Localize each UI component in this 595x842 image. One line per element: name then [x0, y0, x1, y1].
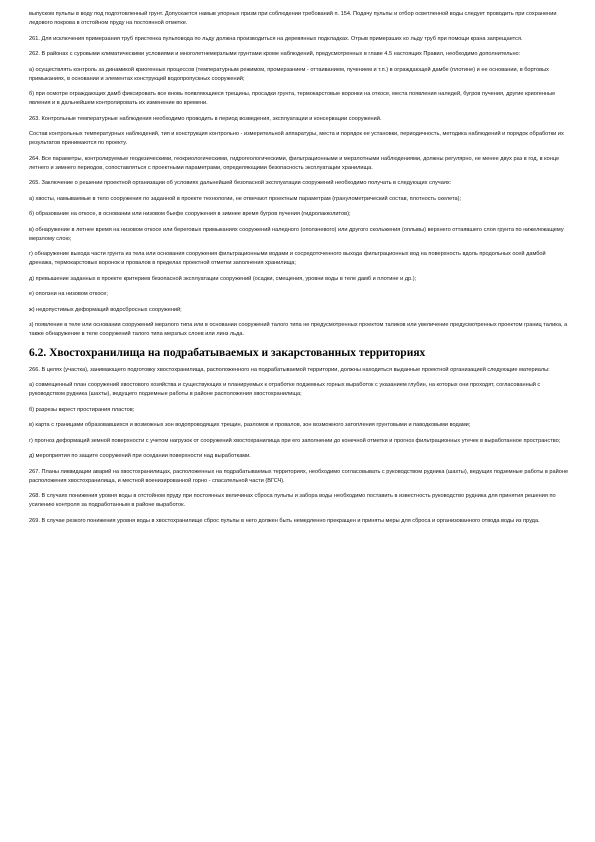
paragraph-264: 264. Все параметры, контролируемые геодезическими, геокриологическими, гидрогеологическими, фильтрационными и мерзлотными наблюдениями, должны регулярно, не менее двух раз в год, в конце летнего и зимнего периодов, сопоставляться с проектными параметрами, определяющими безопасность эксплуатации хранилища. [29, 155, 560, 171]
paragraph-267: 267. Планы ликвидации аварий на хвостохранилищах, расположенных на подрабатываемых территориях, необходимо согласовывать с руководством рудника (шахты), ведущих подземные работы в районе расположения хвостохранилища, и местной военизированной горно - спасательной части (ВГСЧ). [29, 468, 569, 484]
paragraph-265-d: д) превышение заданных в проекте критериев безопасной эксплуатации сооружений (осадки, смещения, уровни воды в теле дамб и плотине и др.); [29, 275, 417, 282]
paragraph-265-zh: ж) недопустимых деформаций водосбросных сооружений; [29, 306, 182, 313]
paragraph-265: 265. Заключение о решении проектной организации об условиях дальнейшей безопасной эксплуатации сооружений необходимо получать в следующих случаях: [29, 180, 452, 186]
paragraph-continuation: выпуском пульпы в воду под подготовленный грунт. Допускается намыв упорных призм при соблюдении требований п. 154. Подачу пульпы и отбор осветленной воды следует проводить при сохранении ледового покрова в отстойном пруду на постоянной отметке. [29, 11, 557, 26]
paragraph-263-composition: Состав контрольных температурных наблюдений, тип и конструкция контрольно - измерительной аппаратуры, места и порядок ее установки, периодичность, методика наблюдений и порядок обработки их результатов принимаются по проекту. [29, 131, 564, 146]
paragraph-265-b: б) образование на откосе, в основании или низовом бьефе сооружения в зимнее время бугров пучения (гидролакколитов); [29, 211, 351, 217]
section-heading: 6.2. Хвостохранилища на подрабатываемых и закарстованных территориях [29, 346, 426, 359]
paragraph-265-e: е) оползни на низовом откосе; [29, 291, 108, 297]
paragraph-266-v: в) карта с границами образовавшихся и возможных зон водопроводящих трещин, разломов и провалов, зон возможного затопления грунтовыми и паводковыми водами; [29, 422, 471, 428]
document-page [29, 10, 569, 532]
paragraph-262: 262. В районах с суровыми климатическими условиями и многолетнемерзлыми грунтами кроме наблюдений, предусмотренных в главе 4.5 настоящих Правил, необходимо дополнительно: [29, 51, 521, 57]
paragraph-262-a: а) осуществлять контроль за динамикой криогенных процессов (температурным режимом, промерзанием - оттаиванием, пучением и т.п.) в ограждающей дамбе (плотине) и ее основании, в бортовых примыканиях, в основании и элементах конструкций водопропускных сооружений; [29, 66, 549, 82]
paragraph-265-g: г) обнаружение выхода части грунта из тела или основания сооружения фильтрационными водами и сосредоточенного выхода фильтрационных вод на поверхность вдоль продольных осей дамбой дренажа, термокарстовых воронок и провалов в пределах проектной отметки заполнения хранилища; [29, 251, 546, 266]
paragraph-268: 268. В случаях понижения уровня воды в отстойном пруду при постоянных величинах сброса пульпы и забора воды необходимо поставить в известность руководство рудника для принятия решения по усилению контроля за подработанным в районе выработок. [29, 493, 556, 508]
paragraph-261: 261. Для исключения примерзания труб пристенка пульповода по льду должна производиться на деревянных подкладках. Отрыв примерзших ко льду труб при помощи крана запрещается. [29, 35, 523, 42]
paragraph-266: 266. В целях (участка), занимающего подготовку хвостохранилища, расположенного на подрабатываемой территории, должны находиться выданные проектной организацией следующие материалы: [29, 366, 550, 373]
paragraph-269: 269. В случае резкого понижения уровня воды в хвостохранилище сброс пульпы в него должен быть немедленно прекращен и приняты меры для сброса и организованного отвода воды из пруда. [29, 517, 540, 524]
paragraph-263: 263. Контрольные температурные наблюдения необходимо проводить в период возведения, эксплуатации и консервации сооружений. [29, 115, 382, 122]
paragraph-262-b: б) при осмотре ограждающих дамб фиксировать все вновь появляющиеся трещины, просадки грунта, термокарстовые воронки на откосе, места появления наледей, бугров пучения, другие криогенные явления и в дальнейшем контролировать их изменение во времени. [29, 91, 556, 106]
paragraph-265-a: а) хвосты, намываемые в тело сооружения по заданной в проекте технологии, не отвечают проектным параметрам (гранулометрический состав, плотность скелета); [29, 195, 462, 202]
paragraph-265-v: в) обнаружение в летнее время на низовом откосе или береговых примыканиях сооружений наледного (оползневого) или другого скольжения (оплывы) верхнего оттаявшего слоя грунта по нижележащему мерзлому слою; [29, 226, 564, 242]
paragraph-266-g: г) прогноз деформаций земной поверхности с учетом нагрузок от сооружений хвостохранилища при его заполнении до конечной отметки и прогноз фильтрационных утечек в выработанное пространство; [29, 437, 561, 444]
paragraph-266-a: а) совмещенный план сооружений хвостового хозяйства и существующих и планируемых к отработке подземных горных выработок с указанием глубин, на которых они проходят, согласованный с руководством рудника (шахты), ведущего подземные работы в районе расположения хвостохранилища; [29, 382, 541, 397]
paragraph-265-z: з) появление в теле или основании сооружений мерзлого типа или в основании сооружений талого типа не предусмотренных проектом таликов или увеличение предусмотренных проектом границ талика, а также обнаружение в теле сооружений талого типа мерзлых слоев или линз льда. [29, 322, 568, 337]
paragraph-266-d: д) мероприятия по защите сооружений при оседании поверхности над выработками. [29, 453, 251, 459]
paragraph-266-b: б) разрезы вкрест простирания пластов; [29, 406, 135, 413]
